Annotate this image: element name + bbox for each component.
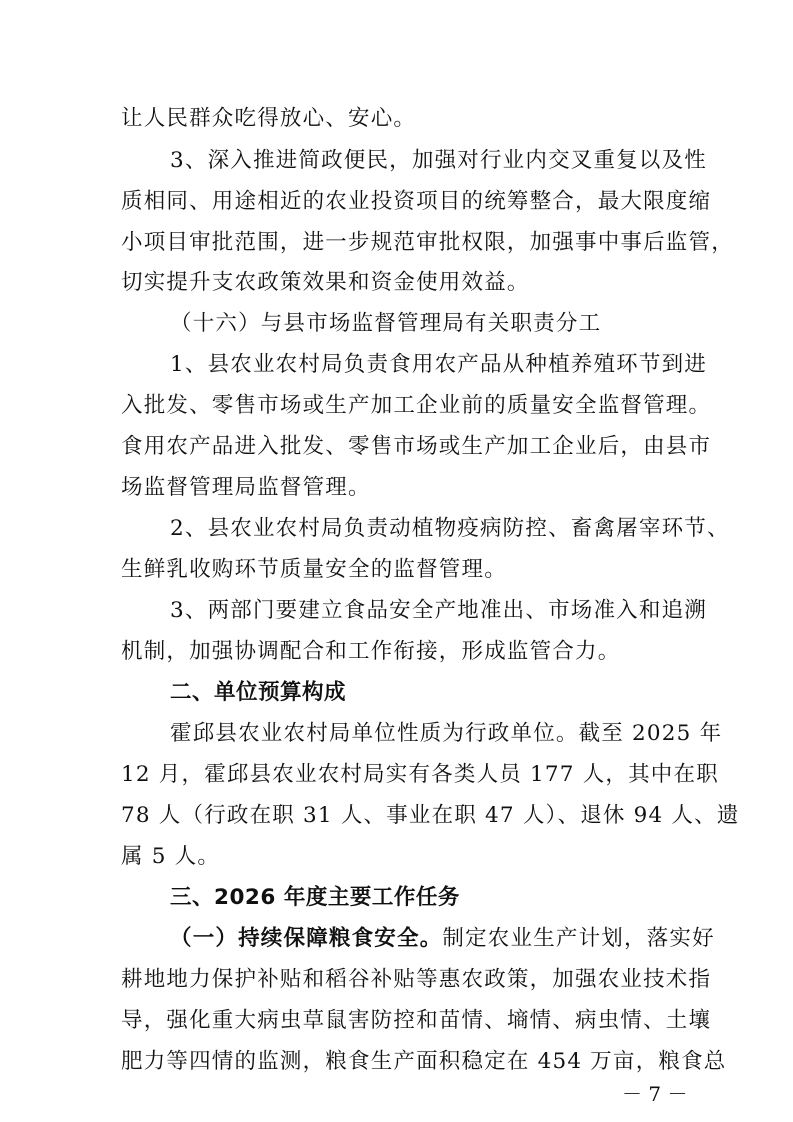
text-line: 切实提升支农政策效果和资金使用效益。 xyxy=(121,270,530,295)
text-line: 属 5 人。 xyxy=(121,844,221,869)
text-span: 制定农业生产计划，落实好 xyxy=(442,926,715,951)
section-heading: 二、单位预算构成 xyxy=(170,680,347,705)
text-line: 让人民群众吃得放心、安心。 xyxy=(121,106,417,131)
text-line xyxy=(170,924,715,954)
text-line: 霍邱县农业农村局单位性质为行政单位。截至 2025 年 xyxy=(170,721,723,746)
text-line: 1、县农业农村局负责食用农产品从种植养殖环节到进 xyxy=(170,352,707,377)
text-line: 3、两部门要建立食品安全产地准出、市场准入和追溯 xyxy=(170,598,707,623)
text-line: 3、深入推进简政便民，加强对行业内交叉重复以及性 xyxy=(170,148,707,173)
text-line: 耕地地力保护补贴和稻谷补贴等惠农政策，加强农业技术指 xyxy=(121,967,712,992)
text-line: 生鲜乳收购环节质量安全的监督管理。 xyxy=(121,557,507,582)
text-line: 场监督管理局监督管理。 xyxy=(121,475,371,500)
text-line: 肥力等四情的监测，粮食生产面积稳定在 454 万亩，粮食总 xyxy=(121,1049,727,1074)
text-line: 食用农产品进入批发、零售市场或生产加工企业后，由县市 xyxy=(121,434,712,459)
text-line: 入批发、零售市场或生产加工企业前的质量安全监督管理。 xyxy=(121,393,712,418)
text-line: 小项目审批范围，进一步规范审批权限，加强事中事后监管， xyxy=(121,230,734,255)
text-line: 78 人（行政在职 31 人、事业在职 47 人）、退休 94 人、遗 xyxy=(121,803,740,828)
text-line: 导，强化重大病虫草鼠害防控和苗情、墒情、病虫情、土壤 xyxy=(121,1008,712,1033)
bold-lead: （一）持续保障粮食安全。 xyxy=(170,926,443,951)
text-line: 12 月，霍邱县农业农村局实有各类人员 177 人，其中在职 xyxy=(121,762,719,787)
text-line: 机制，加强协调配合和工作衔接，形成监管合力。 xyxy=(121,639,621,664)
text-line: 质相同、用途相近的农业投资项目的统筹整合，最大限度缩 xyxy=(121,189,712,214)
text-line: 2、县农业农村局负责动植物疫病防控、畜禽屠宰环节、 xyxy=(170,516,730,541)
page-number: － 7 － xyxy=(622,1082,688,1106)
section-heading: 三、2026 年度主要工作任务 xyxy=(170,885,460,910)
section-heading: （十六）与县市场监督管理局有关职责分工 xyxy=(170,311,602,336)
